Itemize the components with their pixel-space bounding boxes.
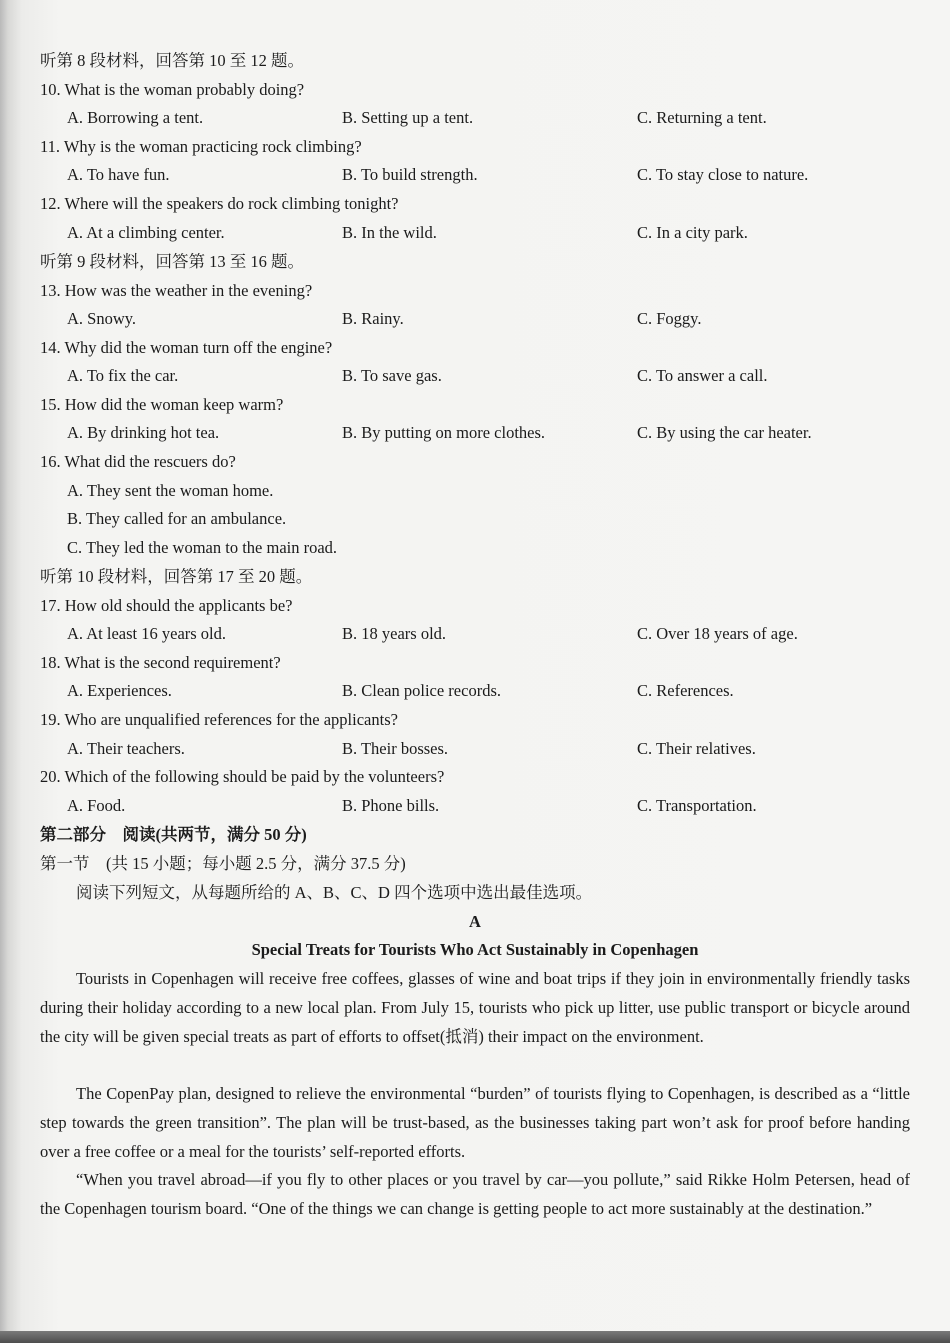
question-10: 10. What is the woman probably doing? xyxy=(40,80,305,99)
passage-title: Special Treats for Tourists Who Act Sustainably in Copenhagen xyxy=(251,940,699,959)
question-19: 19. Who are unqualified references for the applicants? xyxy=(40,710,398,729)
q14-option-c: C. To answer a call. xyxy=(637,366,768,385)
q17-option-c: C. Over 18 years of age. xyxy=(637,624,798,643)
reading-instructions: 阅读下列短文，从每题所给的 A、B、C、D 四个选项中选出最佳选项。 xyxy=(76,883,593,902)
q18-option-c: C. References. xyxy=(637,681,734,700)
question-20: 20. Which of the following should be paid by the volunteers? xyxy=(40,767,445,786)
question-12: 12. Where will the speakers do rock climbing tonight? xyxy=(40,194,399,213)
q14-option-b: B. To save gas. xyxy=(342,366,442,385)
q10-option-b: B. Setting up a tent. xyxy=(342,108,474,127)
q12-option-a: A. At a climbing center. xyxy=(67,223,225,242)
page-bottom-edge xyxy=(0,1331,950,1343)
passage-paragraph-2: The CopenPay plan, designed to relieve the environmental “burden” of tourists flying to Copenhagen, is described as a “little step towards the green transition”. The plan will be trust-based, as the businesses taking part won’t ask for proof before handing over a free coffee or a meal for the tourists’ self-reported efforts. xyxy=(40,1084,910,1161)
q18-option-a: A. Experiences. xyxy=(67,681,172,700)
question-16: 16. What did the rescuers do? xyxy=(40,452,236,471)
q10-option-c: C. Returning a tent. xyxy=(637,108,767,127)
q16-option-b: B. They called for an ambulance. xyxy=(67,509,287,528)
section-10-intro: 听第 10 段材料，回答第 17 至 20 题。 xyxy=(40,567,313,586)
q17-option-a: A. At least 16 years old. xyxy=(67,624,227,643)
q13-option-c: C. Foggy. xyxy=(637,309,702,328)
question-14: 14. Why did the woman turn off the engine? xyxy=(40,338,333,357)
q11-option-a: A. To have fun. xyxy=(67,165,170,184)
q13-option-a: A. Snowy. xyxy=(67,309,137,328)
question-18: 18. What is the second requirement? xyxy=(40,653,281,672)
q14-option-a: A. To fix the car. xyxy=(67,366,179,385)
passage-paragraph-1: Tourists in Copenhagen will receive free coffees, glasses of wine and boat trips if they join in environmentally friendly tasks during their holiday according to a new local plan. From July 15, tourists who pick up litter, use public transport or bicycle around the city will be given special treats as part of efforts to offset(抵消) their impact on the environment. xyxy=(40,969,910,1046)
q19-option-c: C. Their relatives. xyxy=(637,739,756,758)
q11-option-c: C. To stay close to nature. xyxy=(637,165,809,184)
section-9-intro: 听第 9 段材料，回答第 13 至 16 题。 xyxy=(40,252,304,271)
q17-option-b: B. 18 years old. xyxy=(342,624,447,643)
q11-option-b: B. To build strength. xyxy=(342,165,478,184)
passage-letter: A xyxy=(469,912,481,931)
q15-option-b: B. By putting on more clothes. xyxy=(342,423,546,442)
q18-option-b: B. Clean police records. xyxy=(342,681,501,700)
q20-option-a: A. Food. xyxy=(67,796,126,815)
part-2-heading: 第二部分 阅读(共两节，满分 50 分) xyxy=(40,825,307,844)
q20-option-b: B. Phone bills. xyxy=(342,796,440,815)
q16-option-c: C. They led the woman to the main road. xyxy=(67,538,338,557)
question-11: 11. Why is the woman practicing rock climbing? xyxy=(40,137,362,156)
q20-option-c: C. Transportation. xyxy=(637,796,757,815)
q10-option-a: A. Borrowing a tent. xyxy=(67,108,204,127)
section-8-intro: 听第 8 段材料，回答第 10 至 12 题。 xyxy=(40,51,304,70)
q19-option-a: A. Their teachers. xyxy=(67,739,185,758)
q16-option-a: A. They sent the woman home. xyxy=(67,481,274,500)
q15-option-c: C. By using the car heater. xyxy=(637,423,812,442)
question-15: 15. How did the woman keep warm? xyxy=(40,395,284,414)
q19-option-b: B. Their bosses. xyxy=(342,739,449,758)
question-13: 13. How was the weather in the evening? xyxy=(40,281,313,300)
section-1-heading: 第一节 (共 15 小题；每小题 2.5 分，满分 37.5 分) xyxy=(40,854,406,873)
q12-option-c: C. In a city park. xyxy=(637,223,748,242)
q15-option-a: A. By drinking hot tea. xyxy=(67,423,220,442)
passage-paragraph-3: “When you travel abroad—if you fly to other places or you travel by car—you pollute,” said Rikke Holm Petersen, head of the Copenhagen tourism board. “One of the things we can change is getting people to act more sustainably at the destination.” xyxy=(40,1170,910,1218)
q13-option-b: B. Rainy. xyxy=(342,309,404,328)
question-17: 17. How old should the applicants be? xyxy=(40,596,293,615)
q12-option-b: B. In the wild. xyxy=(342,223,437,242)
